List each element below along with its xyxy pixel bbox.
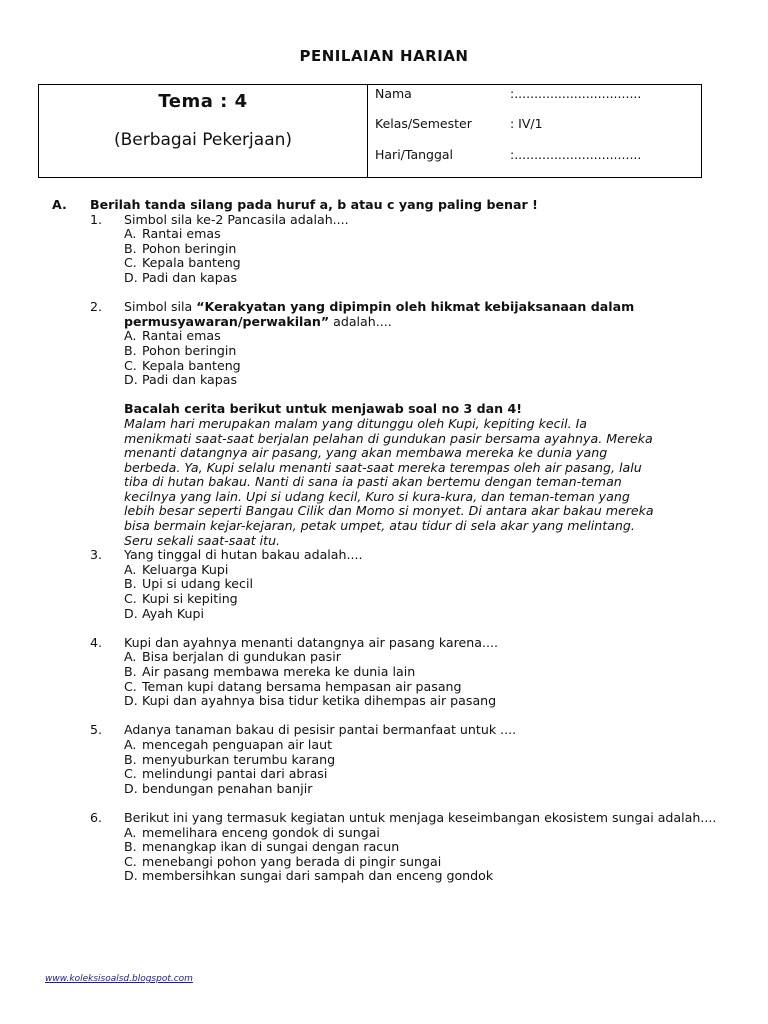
option-d[interactable] — [124, 782, 722, 797]
option-letter: B. — [124, 839, 137, 855]
option-letter: B. — [124, 751, 137, 767]
option-text: Ayah Kupi — [142, 605, 205, 621]
question-text: Adanya tanaman bakau di pesisir pantai bermanfaat untuk .... — [124, 722, 517, 738]
question-3 — [52, 548, 722, 621]
option-letter: B. — [124, 342, 137, 358]
question-text: Kupi dan ayahnya menanti datangnya air pasang karena.... — [124, 634, 498, 650]
option-letter: B. — [124, 664, 137, 679]
option-a[interactable] — [124, 227, 722, 242]
question-text-pre: Simbol sila — [124, 299, 197, 315]
passage-title: Bacalah cerita berikut untuk menjawab soal no 3 dan 4! — [124, 401, 523, 417]
question-1 — [52, 213, 722, 286]
tema-subtitle: (Berbagai Pekerjaan) — [113, 130, 293, 150]
option-c[interactable] — [124, 592, 722, 607]
option-text: Pohon beringin — [142, 342, 237, 358]
option-c[interactable] — [124, 680, 722, 695]
passage-line: tiba di hutan bakau. Nanti di sana ia pasti akan bertemu dengan teman-teman — [124, 474, 622, 490]
option-b[interactable] — [124, 344, 722, 359]
passage-line: berbeda. Ya, Kupi selalu menanti saat-saat mereka terempas oleh air pasang, lalu — [124, 459, 642, 475]
field-label: Kelas/Semester — [375, 116, 472, 131]
option-text: Bisa berjalan di gundukan pasir — [142, 649, 341, 665]
field-value: :................................ — [510, 147, 642, 162]
option-letter: D. — [124, 605, 138, 621]
option-letter: C. — [124, 591, 137, 607]
option-c[interactable] — [124, 359, 722, 374]
question-number: 6. — [90, 809, 103, 825]
option-text: Rantai emas — [142, 328, 221, 344]
option-text: bendungan penahan banjir — [142, 780, 313, 796]
page-title: PENILAIAN HARIAN — [299, 47, 469, 65]
option-text: membersihkan sungai dari sampah dan enceng gondok — [142, 868, 494, 884]
option-a[interactable] — [124, 329, 722, 344]
option-text: memelihara enceng gondok di sungai — [142, 824, 380, 840]
option-letter: A. — [124, 561, 137, 577]
option-text: Kupi si kepiting — [142, 591, 238, 607]
option-letter: D. — [124, 372, 138, 388]
option-d[interactable] — [124, 271, 722, 286]
option-letter: C. — [124, 766, 137, 782]
option-text: Teman kupi datang bersama hempasan air pasang — [142, 678, 462, 694]
option-c[interactable] — [124, 256, 722, 271]
question-text: Simbol sila ke-2 Pancasila adalah.... — [124, 211, 349, 227]
option-letter: D. — [124, 693, 138, 709]
passage-line: lebih besar seperti Bangau Cilik dan Momo si monyet. Di antara akar bakau mereka — [124, 503, 654, 519]
option-d[interactable] — [124, 607, 722, 622]
option-letter: B. — [124, 576, 137, 592]
field-hari-tanggal — [375, 147, 695, 163]
option-a[interactable] — [124, 650, 722, 665]
question-number: 1. — [90, 211, 103, 227]
reading-passage — [124, 402, 722, 548]
option-c[interactable] — [124, 855, 722, 870]
option-b[interactable] — [124, 753, 722, 768]
option-b[interactable] — [124, 665, 722, 680]
option-text: Padi dan kapas — [142, 269, 238, 285]
question-5 — [52, 723, 722, 796]
question-6 — [52, 811, 722, 884]
option-letter: D. — [124, 780, 138, 796]
tema-cell — [39, 85, 368, 177]
option-letter: B. — [124, 240, 137, 256]
option-c[interactable] — [124, 767, 722, 782]
section-heading — [52, 198, 722, 213]
passage-line: menikmati saat-saat berjalan pelahan di gundukan pasir bersama ayahnya. Mereka — [124, 430, 653, 446]
passage-line: Seru sekali saat-saat itu. — [124, 532, 281, 548]
option-text: Kepala banteng — [142, 255, 241, 271]
option-a[interactable] — [124, 563, 722, 578]
passage-line: menanti datangnya air pasang, yang akan membawa mereka ke dunia yang — [124, 445, 608, 461]
option-letter: D. — [124, 868, 138, 884]
passage-line: kecilnya yang lain. Upi si udang kecil, Kuro si kura-kura, dan teman-teman yang — [124, 488, 630, 504]
option-text: menyuburkan terumbu karang — [142, 751, 336, 767]
option-b[interactable] — [124, 577, 722, 592]
option-text: Air pasang membawa mereka ke dunia lain — [142, 664, 416, 679]
field-nama — [375, 86, 695, 102]
question-text: Yang tinggal di hutan bakau adalah.... — [124, 547, 363, 563]
option-text: Kupi dan ayahnya bisa tidur ketika dihempas air pasang — [142, 693, 497, 709]
option-text: Padi dan kapas — [142, 372, 238, 388]
header-box — [38, 84, 702, 178]
option-letter: C. — [124, 853, 137, 869]
option-text: Rantai emas — [142, 226, 221, 242]
question-text: Berikut ini yang termasuk kegiatan untuk menjaga keseimbangan ekosistem sungai adalah.... — [124, 809, 717, 825]
option-text: menangkap ikan di sungai dengan racun — [142, 839, 400, 855]
field-label: Nama — [375, 86, 412, 101]
option-d[interactable] — [124, 694, 722, 709]
option-letter: A. — [124, 226, 137, 242]
section-instruction: Berilah tanda silang pada huruf a, b atau c yang paling benar ! — [90, 197, 538, 212]
footer-link[interactable]: www.koleksisoalsd.blogspot.com — [45, 974, 193, 984]
question-number: 3. — [90, 547, 103, 563]
field-label: Hari/Tanggal — [375, 147, 454, 162]
field-value: :................................ — [510, 86, 642, 101]
question-2 — [52, 300, 722, 388]
section-letter: A. — [52, 197, 67, 212]
option-text: Keluarga Kupi — [142, 561, 229, 577]
field-value: : IV/1 — [510, 116, 543, 131]
option-text: Pohon beringin — [142, 240, 237, 256]
option-a[interactable] — [124, 738, 722, 753]
option-text: melindungi pantai dari abrasi — [142, 766, 328, 782]
option-a[interactable] — [124, 826, 722, 841]
question-number: 2. — [90, 299, 103, 315]
option-d[interactable] — [124, 373, 722, 388]
question-number: 4. — [90, 634, 103, 650]
option-text: Kepala banteng — [142, 357, 241, 373]
field-kelas-semester — [375, 116, 695, 132]
tema-title: Tema : 4 — [158, 91, 248, 112]
passage-text — [124, 417, 722, 548]
passage-line: Malam hari merupakan malam yang ditunggu oleh Kupi, kepiting kecil. Ia — [124, 415, 588, 431]
question-content — [52, 198, 722, 884]
identity-cell — [368, 85, 701, 177]
question-number: 5. — [90, 722, 103, 738]
option-letter: C. — [124, 357, 137, 373]
option-letter: A. — [124, 824, 137, 840]
option-text: mencegah penguapan air laut — [142, 736, 333, 752]
option-letter: A. — [124, 649, 137, 665]
question-text-post: adalah.... — [329, 313, 392, 329]
option-b[interactable] — [124, 242, 722, 257]
option-letter: C. — [124, 255, 137, 271]
option-letter: A. — [124, 328, 137, 344]
option-d[interactable] — [124, 869, 722, 884]
option-b[interactable] — [124, 840, 722, 855]
option-letter: A. — [124, 736, 137, 752]
passage-line: bisa bermain kejar-kejaran, petak umpet, atau tidur di sela akar yang melintang. — [124, 518, 635, 534]
option-text: menebangi pohon yang berada di pingir sungai — [142, 853, 442, 869]
option-text: Upi si udang kecil — [142, 576, 253, 592]
question-4 — [52, 636, 722, 709]
question-text — [124, 300, 722, 329]
option-letter: D. — [124, 269, 138, 285]
question-text-bold: “Kerakyatan yang dipimpin oleh hikmat kebijaksanaan dalam permusyawaran/perwakilan” — [124, 299, 635, 329]
option-letter: C. — [124, 678, 137, 694]
